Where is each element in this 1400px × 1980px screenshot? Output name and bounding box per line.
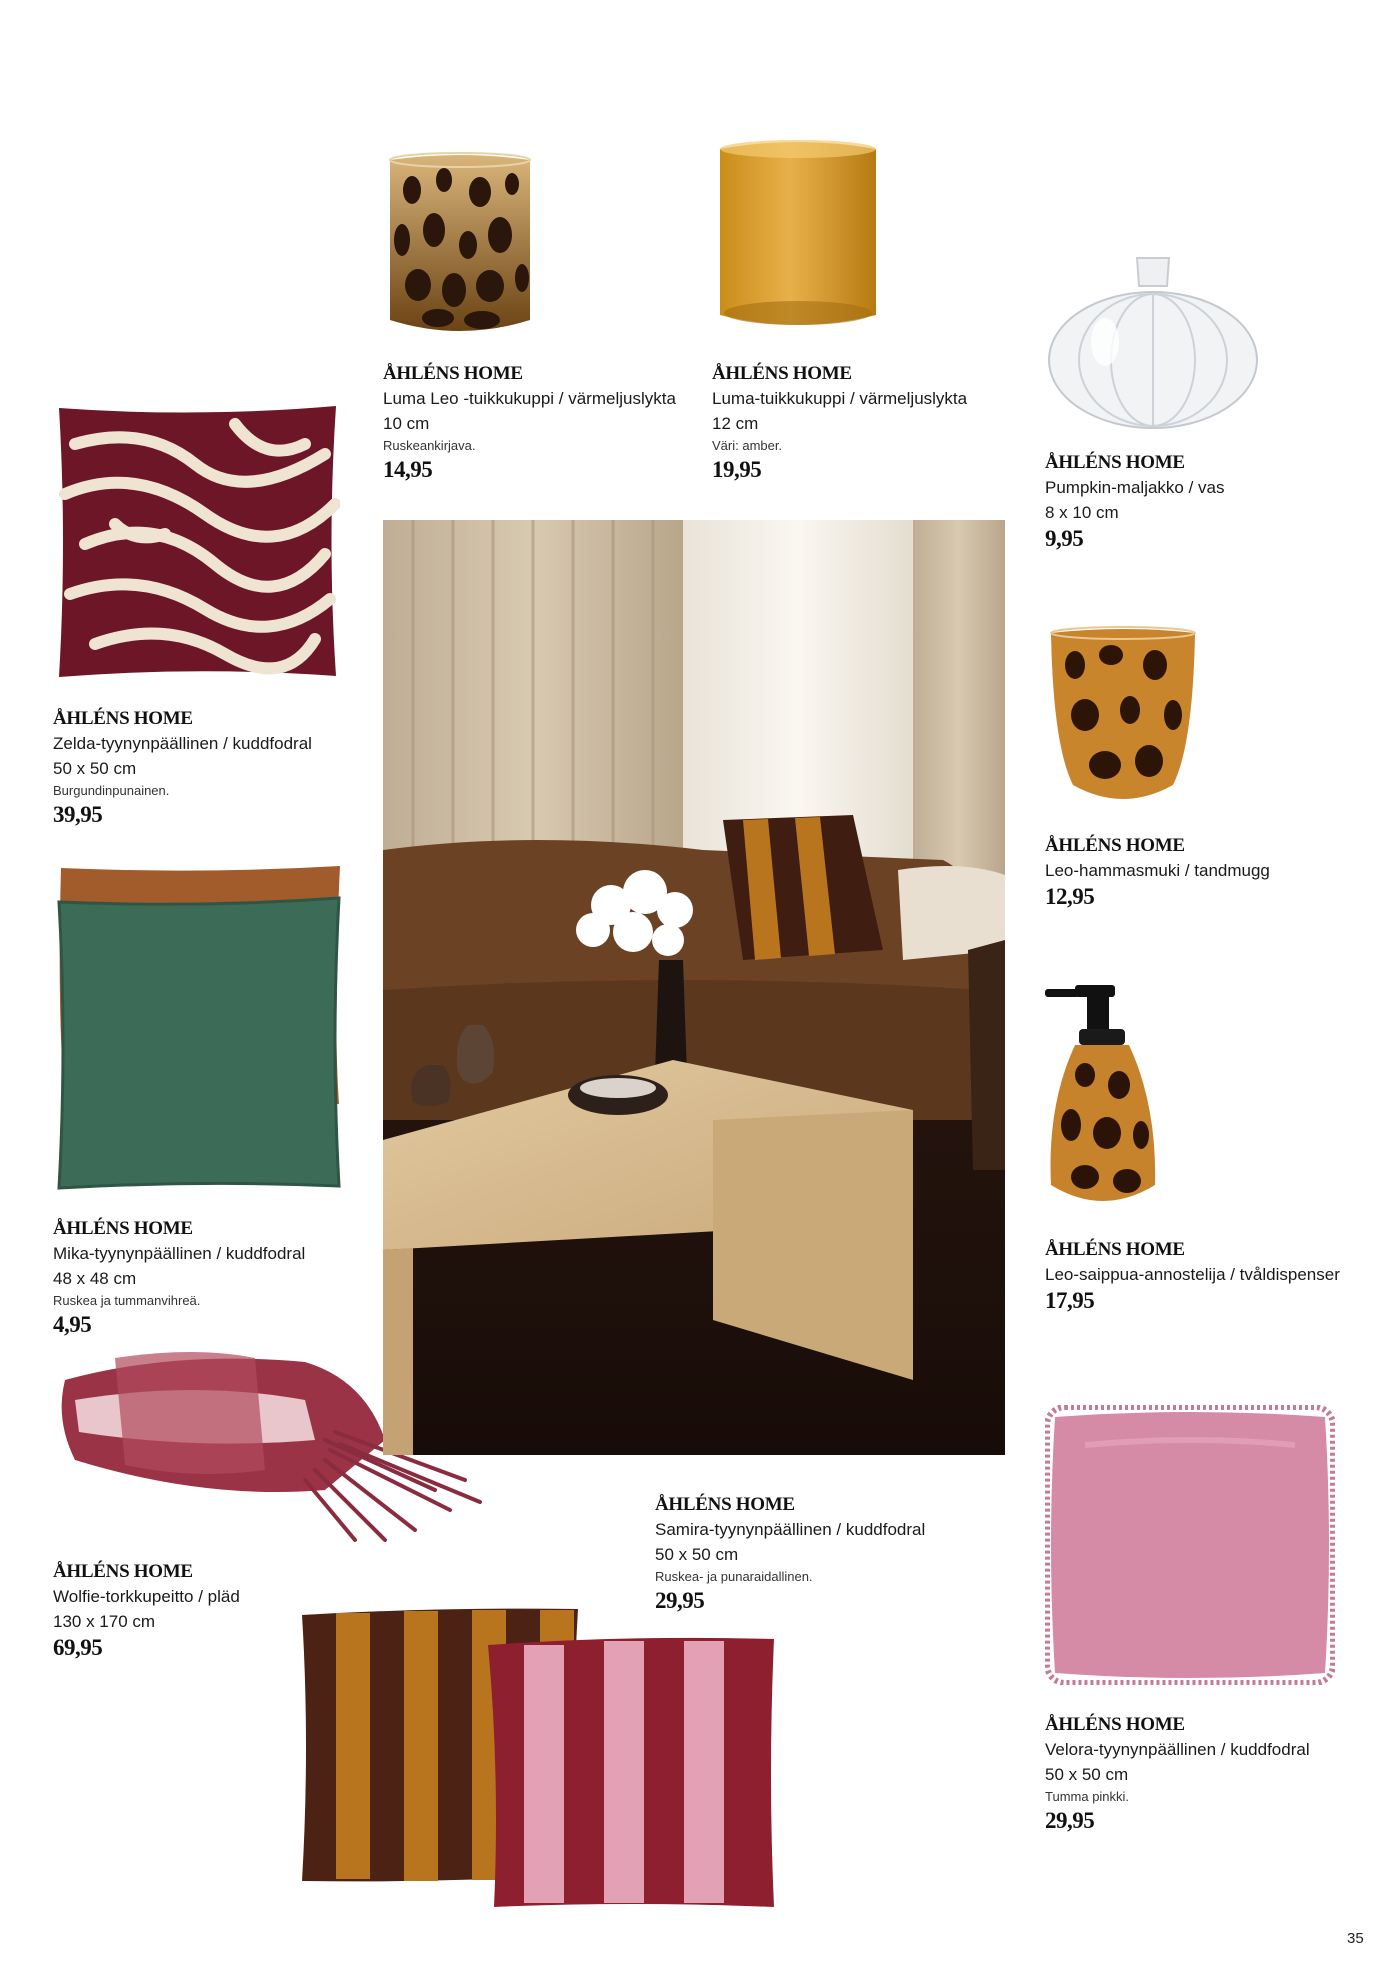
product-velora <box>1045 1713 1375 1835</box>
product-zelda <box>53 707 373 829</box>
product-color-note: Väri: amber. <box>712 438 783 453</box>
leo-mug-image <box>1045 625 1200 807</box>
product-samira <box>655 1493 995 1615</box>
product-name: Pumpkin-maljakko / vas <box>1045 478 1225 497</box>
product-name: Luma Leo -tuikkukuppi / värmeljuslykta <box>383 389 676 408</box>
leo-soap-dispenser-image <box>1045 985 1160 1215</box>
product-name: Zelda-tyynynpäällinen / kuddfodral <box>53 734 312 753</box>
brand-name: ÅHLÉNS HOME <box>53 708 193 729</box>
product-price: 17,95 <box>1045 1288 1095 1313</box>
brand-name: ÅHLÉNS HOME <box>53 1561 193 1582</box>
product-price: 19,95 <box>712 457 762 482</box>
product-price: 9,95 <box>1045 526 1084 551</box>
brand-name: ÅHLÉNS HOME <box>1045 1714 1185 1735</box>
product-size: 8 x 10 cm <box>1045 503 1119 522</box>
product-size: 50 x 50 cm <box>655 1545 739 1564</box>
brand-name: ÅHLÉNS HOME <box>383 363 523 384</box>
product-size: 50 x 50 cm <box>1045 1765 1129 1784</box>
product-size: 10 cm <box>383 414 430 433</box>
brand-name: ÅHLÉNS HOME <box>1045 452 1185 473</box>
zelda-cushion-image <box>55 404 340 679</box>
brand-name: ÅHLÉNS HOME <box>1045 1239 1185 1260</box>
product-size: 48 x 48 cm <box>53 1269 137 1288</box>
product-color-note: Tumma pinkki. <box>1045 1789 1130 1804</box>
product-name: Samira-tyynynpäällinen / kuddfodral <box>655 1520 926 1539</box>
product-price: 69,95 <box>53 1635 103 1660</box>
samira-cushion-image <box>298 1605 778 1910</box>
brand-name: ÅHLÉNS HOME <box>712 363 852 384</box>
product-name: Leo-saippua-annostelija / tvåldispenser <box>1045 1265 1340 1284</box>
product-pumpkin <box>1045 451 1345 553</box>
product-price: 39,95 <box>53 802 103 827</box>
product-color-note: Burgundinpunainen. <box>53 783 170 798</box>
product-wolfie <box>53 1560 353 1662</box>
mika-cushion-image <box>55 864 345 1190</box>
product-price: 12,95 <box>1045 884 1095 909</box>
product-price: 14,95 <box>383 457 433 482</box>
product-price: 29,95 <box>1045 1808 1095 1833</box>
brand-name: ÅHLÉNS HOME <box>53 1218 193 1239</box>
product-name: Leo-hammasmuki / tandmugg <box>1045 861 1270 880</box>
product-name: Velora-tyynynpäällinen / kuddfodral <box>1045 1740 1310 1759</box>
product-color-note: Ruskea- ja punaraidallinen. <box>655 1569 813 1584</box>
page-number: 35 <box>1347 1930 1364 1947</box>
product-size: 12 cm <box>712 414 759 433</box>
product-leo-soap <box>1045 1238 1385 1315</box>
product-size: 50 x 50 cm <box>53 759 137 778</box>
product-name: Wolfie-torkkupeitto / pläd <box>53 1587 240 1606</box>
product-color-note: Ruskeankirjava. <box>383 438 476 453</box>
product-color-note: Ruskea ja tummanvihreä. <box>53 1293 201 1308</box>
product-mika <box>53 1217 373 1339</box>
product-size: 130 x 170 cm <box>53 1612 156 1631</box>
luma-amber-image <box>712 135 884 335</box>
brand-name: ÅHLÉNS HOME <box>1045 835 1185 856</box>
velora-cushion-image <box>1045 1405 1335 1685</box>
brand-name: ÅHLÉNS HOME <box>655 1494 795 1515</box>
product-name: Luma-tuikkukuppi / värmeljuslykta <box>712 389 968 408</box>
product-luma <box>712 362 1012 484</box>
product-name: Mika-tyynynpäällinen / kuddfodral <box>53 1244 306 1263</box>
luma-leo-image <box>382 150 538 340</box>
living-room-photo <box>383 520 1005 1455</box>
product-luma-leo <box>383 362 683 484</box>
product-price: 4,95 <box>53 1312 92 1337</box>
product-leo-mug <box>1045 834 1365 911</box>
pumpkin-vase-image <box>1045 252 1261 432</box>
product-price: 29,95 <box>655 1588 705 1613</box>
